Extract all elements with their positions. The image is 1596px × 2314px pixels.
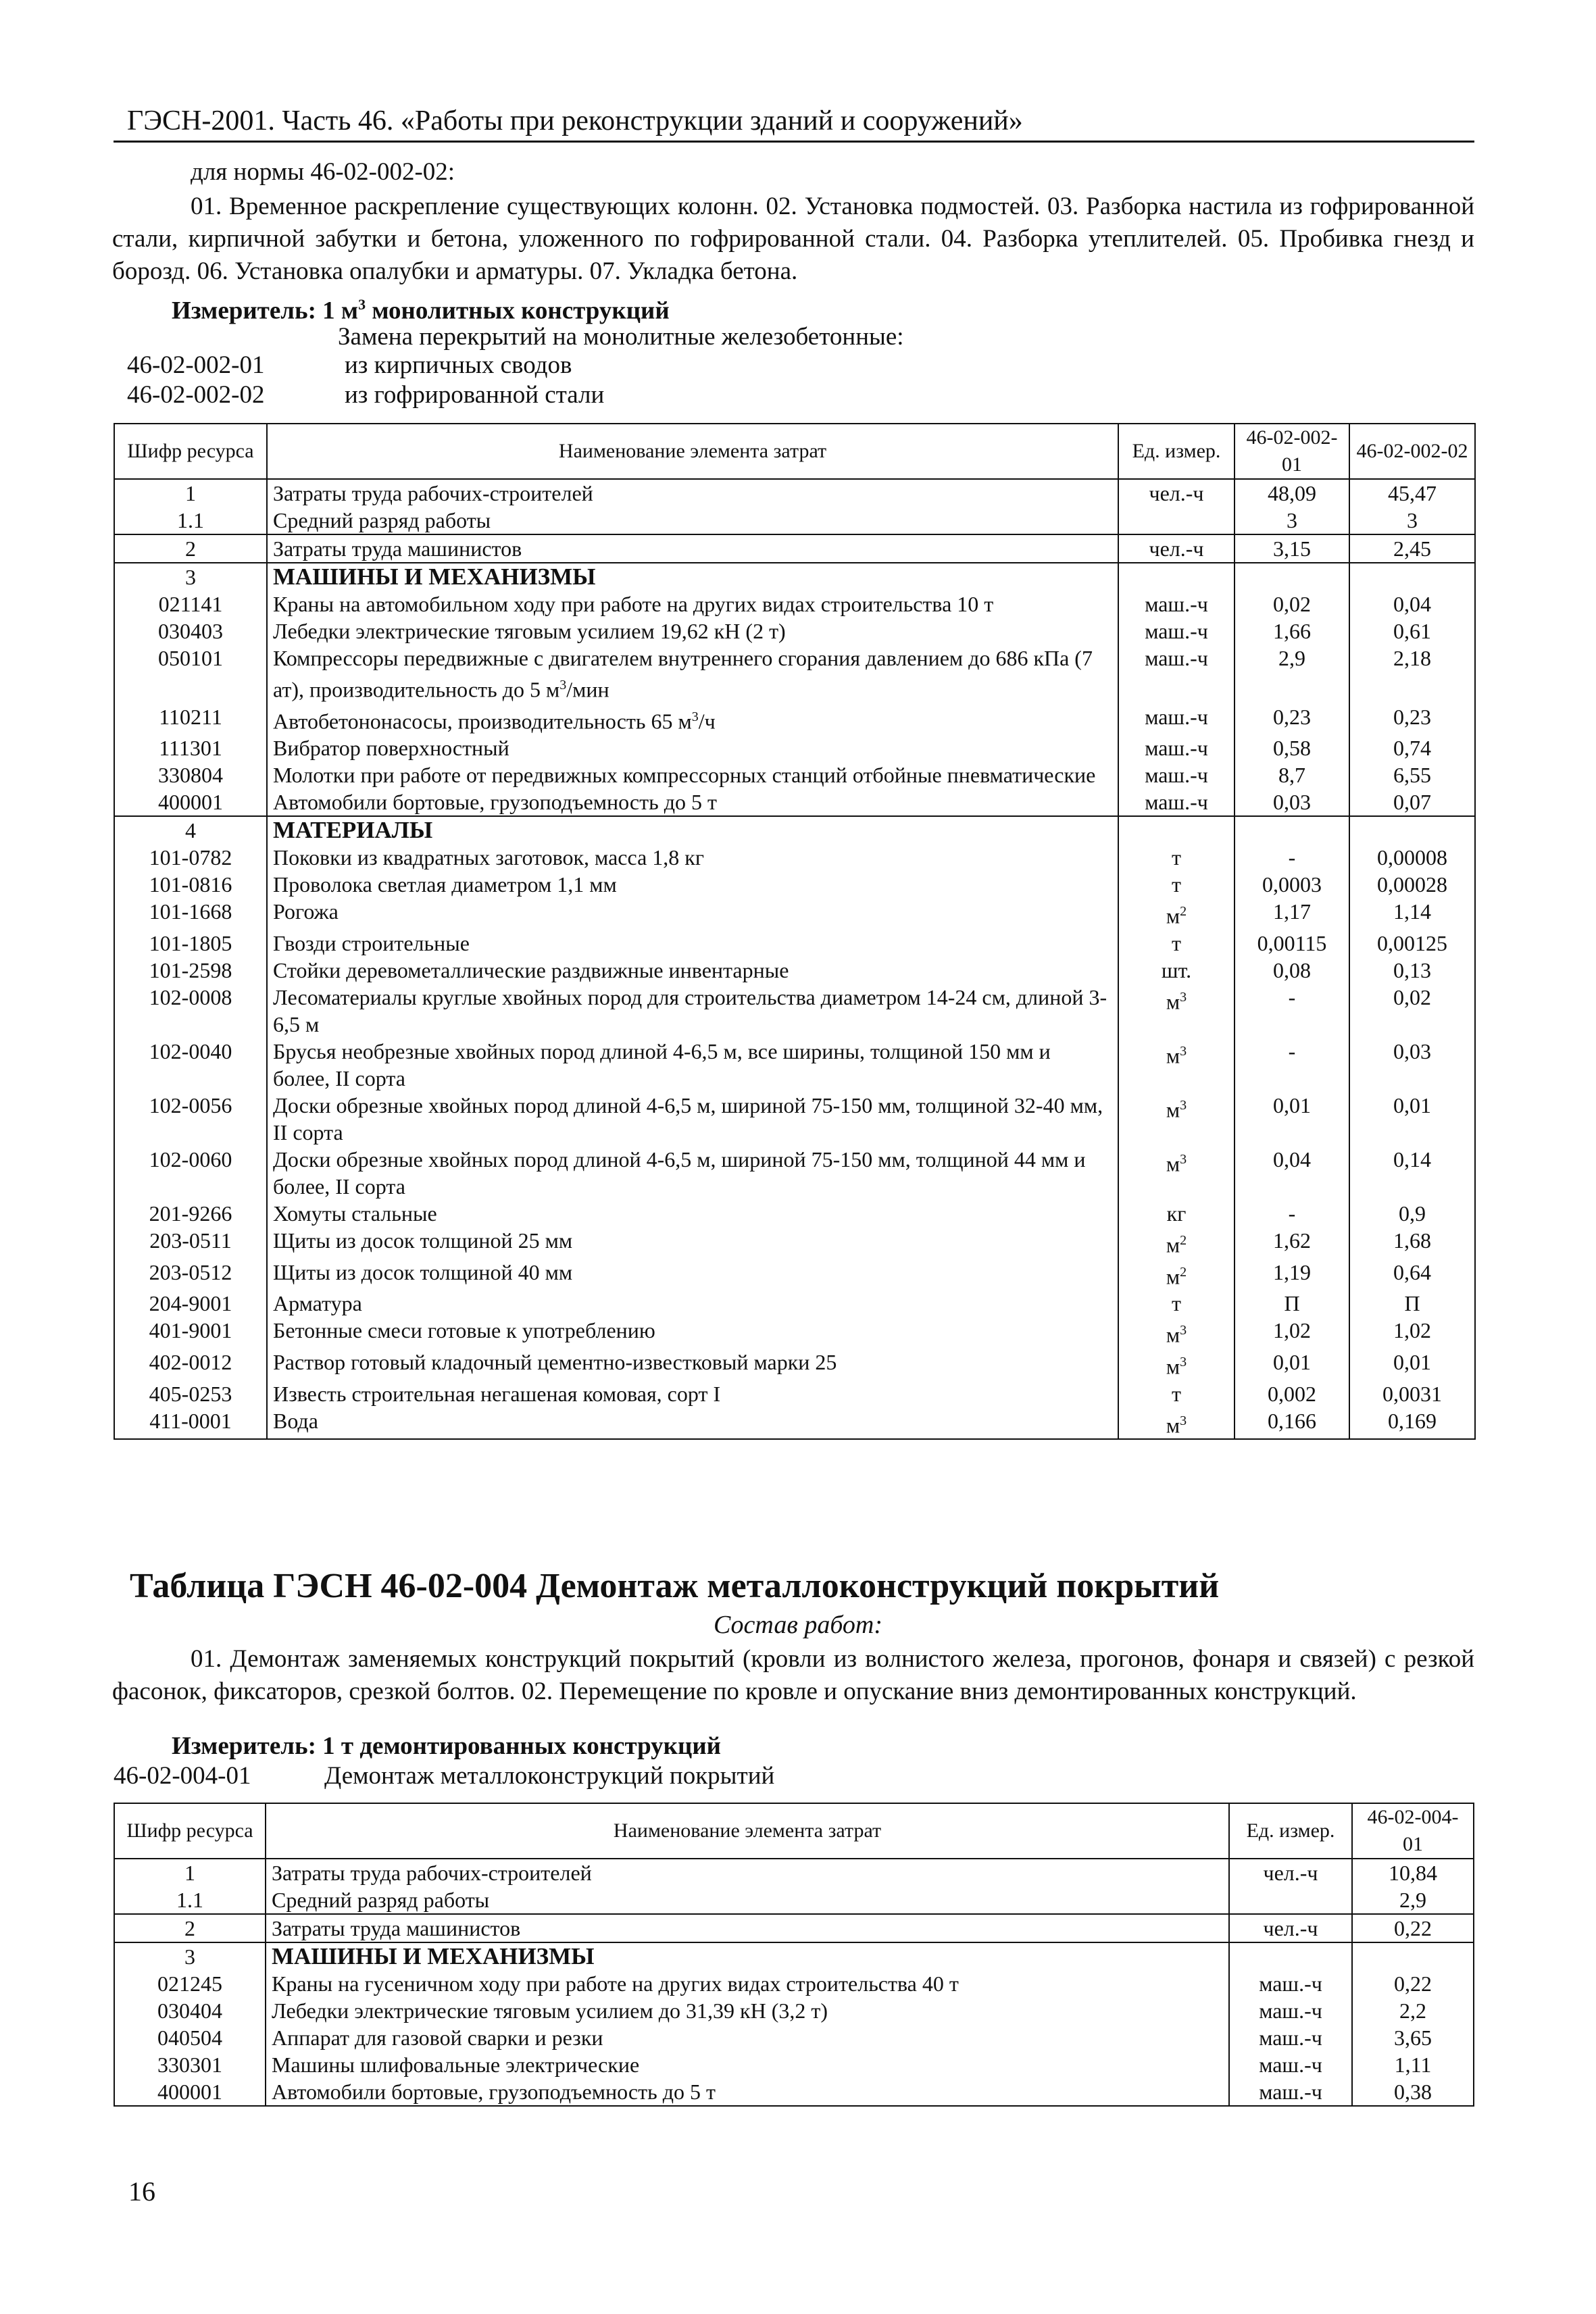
- value-2: 0,23: [1349, 703, 1475, 735]
- value-2: 6,55: [1349, 761, 1475, 788]
- resource-code: 330301: [114, 2051, 266, 2078]
- unit: $м^3$: [1118, 1038, 1235, 1092]
- unit: [1229, 1886, 1352, 1914]
- resource-name: Затраты труда рабочих-строителей: [266, 1859, 1229, 1886]
- work-description-1: 01. Временное раскрепление существующих колонн. 02. Установка подмостей. 03. Разборка настила из гофрированной стали, кирпичной забутки и бетона, уложенного по гофрированной стали. 04. Разборка утеплителей. 05. Пробивка гнезд и борозд. 06. Установка опалубки и арматуры. 07. Укладка бетона.: [112, 193, 1474, 285]
- table-row: [114, 1407, 1475, 1440]
- value-1: 1,19: [1235, 1259, 1349, 1290]
- resource-code: 110211: [114, 703, 267, 735]
- resource-name: Проволока светлая диаметром 1,1 мм: [267, 871, 1118, 898]
- resource-name: Бетонные смеси готовые к употреблению: [267, 1317, 1118, 1349]
- header-code: Шифр ресурса: [114, 424, 267, 479]
- table-row: [114, 563, 1475, 590]
- resource-name: Вода: [267, 1407, 1118, 1440]
- resource-code: 102-0056: [114, 1092, 267, 1146]
- value-1: 0,01: [1235, 1349, 1349, 1380]
- table-row: [114, 1259, 1475, 1290]
- value-2: 2,45: [1349, 534, 1475, 563]
- value-1: 0,0003: [1235, 871, 1349, 898]
- value-1: 0,22: [1352, 1970, 1474, 1997]
- table-row: [114, 479, 1475, 507]
- resource-code: 111301: [114, 734, 267, 761]
- table-row: [114, 957, 1475, 984]
- value-2: 1,14: [1349, 898, 1475, 930]
- unit: [1118, 816, 1235, 844]
- value-2: 2,18: [1349, 645, 1475, 703]
- resource-code: 2: [114, 534, 267, 563]
- resource-name: Известь строительная негашеная комовая, сорт I: [267, 1380, 1118, 1407]
- unit: чел.-ч: [1229, 1859, 1352, 1886]
- value-1: 0,166: [1235, 1407, 1349, 1440]
- value-2: 0,03: [1349, 1038, 1475, 1092]
- section-title: Таблица ГЭСН 46-02-004 Демонтаж металлоконструкций покрытий: [130, 1567, 1220, 1605]
- table-row: [114, 930, 1475, 957]
- resource-code: 101-1805: [114, 930, 267, 957]
- table-row: [114, 898, 1475, 930]
- table-row: [114, 871, 1475, 898]
- table-row: [114, 1970, 1474, 1997]
- value-1: -: [1235, 1038, 1349, 1092]
- resource-code: 400001: [114, 788, 267, 816]
- resource-name: Щиты из досок толщиной 40 мм: [267, 1259, 1118, 1290]
- resource-code: 1: [114, 1859, 266, 1886]
- table-row: [114, 1859, 1474, 1886]
- resource-code: 021245: [114, 1970, 266, 1997]
- value-1: [1235, 563, 1349, 590]
- resource-name: Молотки при работе от передвижных компрессорных станций отбойные пневматические: [267, 761, 1118, 788]
- header-name: Наименование элемента затрат: [267, 424, 1118, 479]
- work-description-2: 01. Демонтаж заменяемых конструкций покрытий (кровли из волнистого железа, прогонов, фонаря и связей) с резкой фасонок, фиксаторов, срезкой болтов. 02. Перемещение по кровле и опускание вниз демонтированных конструкций.: [112, 1645, 1474, 1705]
- table-row: [114, 618, 1475, 645]
- resource-name: Стойки деревометаллические раздвижные инвентарные: [267, 957, 1118, 984]
- resource-name: Затраты труда рабочих-строителей: [267, 479, 1118, 507]
- unit: маш.-ч: [1118, 761, 1235, 788]
- resource-name: МАШИНЫ И МЕХАНИЗМЫ: [266, 1942, 1229, 1970]
- resource-code: 1.1: [114, 507, 267, 534]
- value-1: -: [1235, 1200, 1349, 1227]
- value-2: 0,07: [1349, 788, 1475, 816]
- table-row: [114, 734, 1475, 761]
- resource-code: 101-2598: [114, 957, 267, 984]
- value-2: 0,00125: [1349, 930, 1475, 957]
- value-1: 0,002: [1235, 1380, 1349, 1407]
- value-1: П: [1235, 1290, 1349, 1317]
- unit: [1118, 507, 1235, 534]
- value-2: 45,47: [1349, 479, 1475, 507]
- unit: т: [1118, 930, 1235, 957]
- resource-code: 401-9001: [114, 1317, 267, 1349]
- unit: $м^2$: [1118, 1259, 1235, 1290]
- table-row: [114, 1092, 1475, 1146]
- value-1: 0,00115: [1235, 930, 1349, 957]
- resource-code: 030404: [114, 1997, 266, 2024]
- value-2: 1,68: [1349, 1227, 1475, 1259]
- resource-code: 204-9001: [114, 1290, 267, 1317]
- value-1: 0,04: [1235, 1146, 1349, 1200]
- resource-name: Лебедки электрические тяговым усилием 19,62 кН (2 т): [267, 618, 1118, 645]
- value-1: -: [1235, 984, 1349, 1038]
- unit: маш.-ч: [1229, 1997, 1352, 2024]
- unit: $м^3$: [1118, 1317, 1235, 1349]
- unit: т: [1118, 1290, 1235, 1317]
- resource-name: Автобетононасосы, производительность 65 $м^3/ч$: [267, 703, 1118, 735]
- resource-code: 050101: [114, 645, 267, 703]
- value-2: 0,13: [1349, 957, 1475, 984]
- table-row: [114, 1227, 1475, 1259]
- value-1: 0,38: [1352, 2078, 1474, 2106]
- resource-code: 330804: [114, 761, 267, 788]
- header-name: Наименование элемента затрат: [266, 1803, 1229, 1859]
- resource-code: 2: [114, 1914, 266, 1942]
- resource-code: 411-0001: [114, 1407, 267, 1440]
- table-row: [114, 2051, 1474, 2078]
- resource-code: 102-0040: [114, 1038, 267, 1092]
- unit: маш.-ч: [1118, 703, 1235, 735]
- resource-name: Гвозди строительные: [267, 930, 1118, 957]
- header-unit: Ед. измер.: [1229, 1803, 1352, 1859]
- unit: $м^3$: [1118, 1349, 1235, 1380]
- replacement-title: Замена перекрытий на монолитные железобетонные:: [338, 323, 904, 351]
- resource-name: Автомобили бортовые, грузоподъемность до 5 т: [267, 788, 1118, 816]
- resource-name: Поковки из квадратных заготовок, масса 1,8 кг: [267, 844, 1118, 871]
- resource-name: Автомобили бортовые, грузоподъемность до 5 т: [266, 2078, 1229, 2106]
- unit: $м^2$: [1118, 898, 1235, 930]
- table-row: [114, 788, 1475, 816]
- unit: маш.-ч: [1229, 2078, 1352, 2106]
- value-2: 0,04: [1349, 590, 1475, 618]
- value-1: 0,22: [1352, 1914, 1474, 1942]
- unit: $м^3$: [1118, 1092, 1235, 1146]
- table-header-row: [114, 1803, 1474, 1859]
- table-row: [114, 1038, 1475, 1092]
- value-1: 3: [1235, 507, 1349, 534]
- resource-code: 1: [114, 479, 267, 507]
- value-2: 0,169: [1349, 1407, 1475, 1440]
- value-2: П: [1349, 1290, 1475, 1317]
- value-1: 1,66: [1235, 618, 1349, 645]
- header-value-1: 46-02-004-01: [1352, 1803, 1474, 1859]
- resource-code: 102-0060: [114, 1146, 267, 1200]
- value-1: 1,62: [1235, 1227, 1349, 1259]
- table-row: [114, 1290, 1475, 1317]
- header-code: Шифр ресурса: [114, 1803, 266, 1859]
- resource-name: Аппарат для газовой сварки и резки: [266, 2024, 1229, 2051]
- value-1: -: [1235, 844, 1349, 871]
- table-row: [114, 761, 1475, 788]
- table-row: [114, 590, 1475, 618]
- header-rule: [114, 141, 1474, 143]
- resource-code: 030403: [114, 618, 267, 645]
- code-46-02-002-02: 46-02-002-02: [127, 381, 265, 409]
- value-1: 3,15: [1235, 534, 1349, 563]
- table-row: [114, 1349, 1475, 1380]
- work-composition-heading: Состав работ:: [713, 1611, 883, 1639]
- unit: $м^3$: [1118, 1146, 1235, 1200]
- table-row: [114, 1886, 1474, 1914]
- unit: [1229, 1942, 1352, 1970]
- value-2: 0,0031: [1349, 1380, 1475, 1407]
- resource-name: Затраты труда машинистов: [267, 534, 1118, 563]
- value-2: 0,01: [1349, 1349, 1475, 1380]
- unit: $м^2$: [1118, 1227, 1235, 1259]
- measure-1: Измеритель: 1 $м^3$ монолитных конструкций: [172, 296, 670, 325]
- resource-name: Рогожа: [267, 898, 1118, 930]
- running-head: ГЭСН-2001. Часть 46. «Работы при реконструкции зданий и сооружений»: [127, 105, 1023, 136]
- unit: маш.-ч: [1229, 2051, 1352, 2078]
- unit: маш.-ч: [1118, 788, 1235, 816]
- table-row: [114, 1942, 1474, 1970]
- table-row: [114, 2078, 1474, 2106]
- table-row: [114, 1914, 1474, 1942]
- unit: маш.-ч: [1118, 645, 1235, 703]
- resource-name: Компрессоры передвижные с двигателем внутреннего сгорания давлением до 686 кПа (7 ат), производительность до 5 $м^3$/мин: [267, 645, 1118, 703]
- resource-code: 203-0511: [114, 1227, 267, 1259]
- value-2: 0,61: [1349, 618, 1475, 645]
- table-row: [114, 507, 1475, 534]
- measure-2: Измеритель: 1 т демонтированных конструкций: [172, 1732, 721, 1760]
- value-2: 0,74: [1349, 734, 1475, 761]
- resource-name: Доски обрезные хвойных пород длиной 4-6,5 м, шириной 75-150 мм, толщиной 32-40 мм, II сорта: [267, 1092, 1118, 1146]
- resource-name: Краны на автомобильном ходу при работе на других видах строительства 10 т: [267, 590, 1118, 618]
- resource-name: Средний разряд работы: [267, 507, 1118, 534]
- resource-name: Хомуты стальные: [267, 1200, 1118, 1227]
- value-1: 0,03: [1235, 788, 1349, 816]
- unit: т: [1118, 871, 1235, 898]
- resource-code: 4: [114, 816, 267, 844]
- table-row: [114, 534, 1475, 563]
- resource-name: Машины шлифовальные электрические: [266, 2051, 1229, 2078]
- table-row: [114, 1997, 1474, 2024]
- value-1: 0,23: [1235, 703, 1349, 735]
- value-2: [1349, 563, 1475, 590]
- value-1: 1,11: [1352, 2051, 1474, 2078]
- unit: шт.: [1118, 957, 1235, 984]
- resource-name: Брусья необрезные хвойных пород длиной 4-6,5 м, все ширины, толщиной 150 мм и более, II сорта: [267, 1038, 1118, 1092]
- norm-label: для нормы 46-02-002-02:: [191, 158, 455, 186]
- header-unit: Ед. измер.: [1118, 424, 1235, 479]
- resource-code: 101-0782: [114, 844, 267, 871]
- resource-name: Арматура: [267, 1290, 1118, 1317]
- resource-code: 203-0512: [114, 1259, 267, 1290]
- value-1: 0,02: [1235, 590, 1349, 618]
- header-value-1: 46-02-002-01: [1235, 424, 1349, 479]
- resource-name: Средний разряд работы: [266, 1886, 1229, 1914]
- resource-code: 102-0008: [114, 984, 267, 1038]
- value-1: 0,01: [1235, 1092, 1349, 1146]
- value-1: 0,08: [1235, 957, 1349, 984]
- resource-table-2: [114, 1803, 1474, 2107]
- value-1: 2,9: [1235, 645, 1349, 703]
- value-1: 3,65: [1352, 2024, 1474, 2051]
- table-header-row: [114, 424, 1475, 479]
- resource-code: 021141: [114, 590, 267, 618]
- unit: чел.-ч: [1229, 1914, 1352, 1942]
- unit: маш.-ч: [1118, 590, 1235, 618]
- value-2: 0,01: [1349, 1092, 1475, 1146]
- value-1: 8,7: [1235, 761, 1349, 788]
- resource-code: 405-0253: [114, 1380, 267, 1407]
- value-2: 0,00008: [1349, 844, 1475, 871]
- value-2: 0,00028: [1349, 871, 1475, 898]
- value-1: 1,02: [1235, 1317, 1349, 1349]
- resource-name: Доски обрезные хвойных пород длиной 4-6,5 м, шириной 75-150 мм, толщиной 44 мм и более, II сорта: [267, 1146, 1118, 1200]
- unit: кг: [1118, 1200, 1235, 1227]
- value-1: 1,17: [1235, 898, 1349, 930]
- resource-code: 402-0012: [114, 1349, 267, 1380]
- unit: маш.-ч: [1229, 1970, 1352, 1997]
- page-number: 16: [128, 2176, 155, 2207]
- resource-name: МАШИНЫ И МЕХАНИЗМЫ: [267, 563, 1118, 590]
- value-2: 0,9: [1349, 1200, 1475, 1227]
- code-46-02-002-01: 46-02-002-01: [127, 351, 265, 379]
- resource-name: Раствор готовый кладочный цементно-известковый марки 25: [267, 1349, 1118, 1380]
- unit: т: [1118, 1380, 1235, 1407]
- value-2: [1349, 816, 1475, 844]
- resource-code: 101-0816: [114, 871, 267, 898]
- value-1: 2,9: [1352, 1886, 1474, 1914]
- table-row: [114, 1317, 1475, 1349]
- resource-code: 040504: [114, 2024, 266, 2051]
- unit: маш.-ч: [1229, 2024, 1352, 2051]
- resource-code: 1.1: [114, 1886, 266, 1914]
- resource-code: 400001: [114, 2078, 266, 2106]
- value-2: 0,02: [1349, 984, 1475, 1038]
- resource-code: 101-1668: [114, 898, 267, 930]
- resource-name: Краны на гусеничном ходу при работе на других видах строительства 40 т: [266, 1970, 1229, 1997]
- resource-name: МАТЕРИАЛЫ: [267, 816, 1118, 844]
- value-1: 48,09: [1235, 479, 1349, 507]
- resource-name: Вибратор поверхностный: [267, 734, 1118, 761]
- resource-name: Щиты из досок толщиной 25 мм: [267, 1227, 1118, 1259]
- resource-table-1: [114, 423, 1476, 1440]
- unit: маш.-ч: [1118, 618, 1235, 645]
- value-1: 10,84: [1352, 1859, 1474, 1886]
- value-2: 0,64: [1349, 1259, 1475, 1290]
- resource-name: Лебедки электрические тяговым усилием до 31,39 кН (3,2 т): [266, 1997, 1229, 2024]
- table-row: [114, 1380, 1475, 1407]
- value-2: 0,14: [1349, 1146, 1475, 1200]
- resource-name: Лесоматериалы круглые хвойных пород для строительства диаметром 14-24 см, длиной 3-6,5 м: [267, 984, 1118, 1038]
- resource-name: Затраты труда машинистов: [266, 1914, 1229, 1942]
- unit: $м^3$: [1118, 984, 1235, 1038]
- table-row: [114, 1146, 1475, 1200]
- code-name-46-02-004-01: Демонтаж металлоконструкций покрытий: [324, 1762, 775, 1790]
- resource-code: 201-9266: [114, 1200, 267, 1227]
- unit: [1118, 563, 1235, 590]
- value-1: [1352, 1942, 1474, 1970]
- resource-code: 3: [114, 563, 267, 590]
- resource-code: 3: [114, 1942, 266, 1970]
- code-name-46-02-002-02: из гофрированной стали: [345, 381, 605, 409]
- code-name-46-02-002-01: из кирпичных сводов: [345, 351, 572, 379]
- value-1: 2,2: [1352, 1997, 1474, 2024]
- header-value-2: 46-02-002-02: [1349, 424, 1475, 479]
- table-row: [114, 816, 1475, 844]
- table-row: [114, 1200, 1475, 1227]
- unit: маш.-ч: [1118, 734, 1235, 761]
- unit: чел.-ч: [1118, 479, 1235, 507]
- unit: $м^3$: [1118, 1407, 1235, 1440]
- table-row: [114, 984, 1475, 1038]
- value-1: 0,58: [1235, 734, 1349, 761]
- table-row: [114, 2024, 1474, 2051]
- value-2: 3: [1349, 507, 1475, 534]
- unit: чел.-ч: [1118, 534, 1235, 563]
- table-row: [114, 645, 1475, 703]
- unit: т: [1118, 844, 1235, 871]
- value-1: [1235, 816, 1349, 844]
- code-46-02-004-01: 46-02-004-01: [114, 1762, 251, 1790]
- value-2: 1,02: [1349, 1317, 1475, 1349]
- table-row: [114, 703, 1475, 735]
- table-row: [114, 844, 1475, 871]
